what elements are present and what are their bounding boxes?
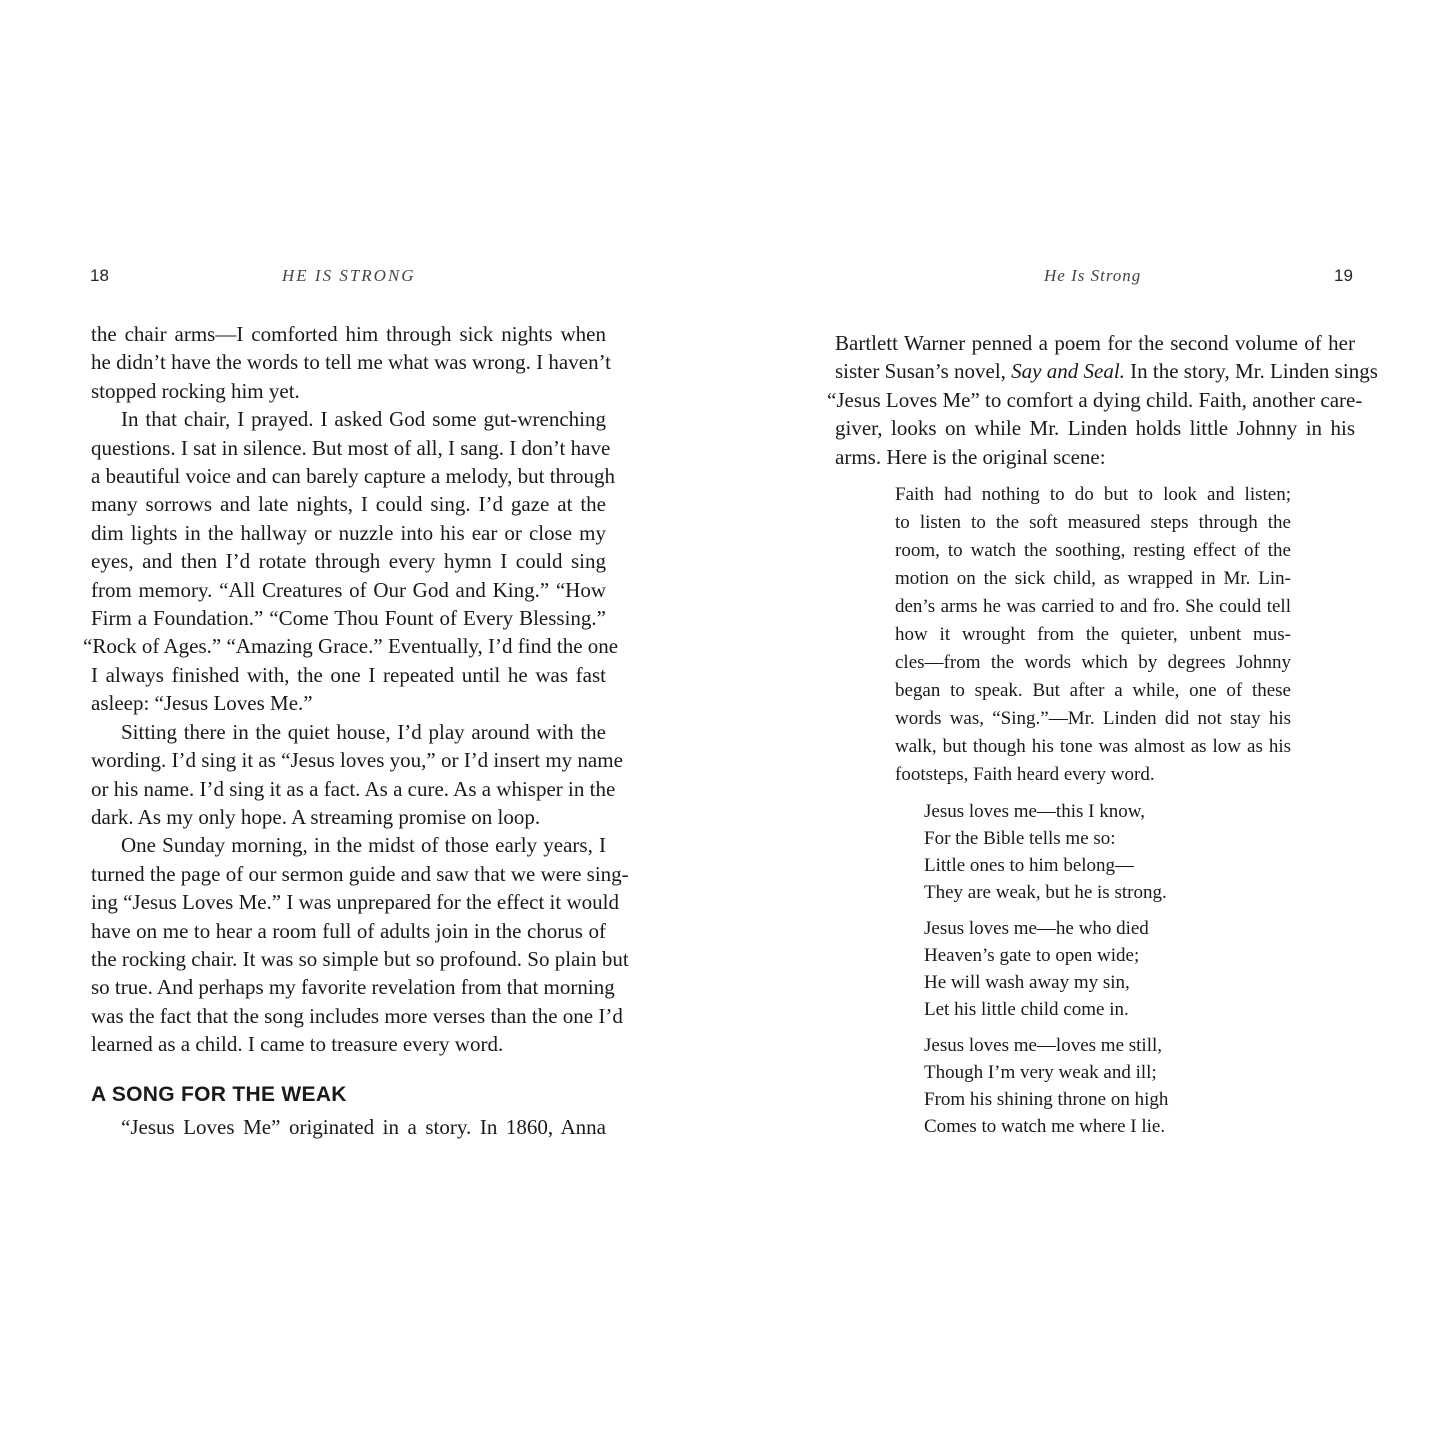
body-line: learned as a child. I came to treasure every word. (91, 1032, 504, 1057)
body-line: turned the page of our sermon guide and saw that we were sing- (91, 861, 629, 886)
body-line: One Sunday morning, in the midst of those early years, I (121, 833, 606, 858)
verse-line: Jesus loves me—he who died (924, 918, 1149, 939)
quote-line: to listen to the soft measured steps through the (895, 512, 1291, 533)
body-line: “Jesus Loves Me” to comfort a dying child. Faith, another care- (827, 387, 1363, 412)
body-line: In that chair, I prayed. I asked God some gut-wrenching (121, 407, 606, 432)
body-line: the rocking chair. It was so simple but so profound. So plain but (91, 946, 629, 971)
body-line: asleep: “Jesus Loves Me.” (91, 691, 313, 716)
body-line: or his name. I’d sing it as a fact. As a cure. As a whisper in the (91, 776, 616, 801)
body-line: ing “Jesus Loves Me.” I was unprepared for the effect it would (91, 890, 619, 915)
hymn-verses (924, 798, 1168, 1149)
body-line (835, 357, 1378, 385)
stanza (924, 915, 1168, 1023)
section-heading: A SONG FOR THE WEAK (91, 1082, 347, 1106)
body-line: dark. As my only hope. A streaming promise on loop. (91, 804, 541, 829)
stanza (924, 1032, 1168, 1140)
quote-line: room, to watch the soothing, resting effect of the (895, 540, 1291, 561)
body-line: the chair arms—I comforted him through sick nights when (91, 322, 606, 346)
book-title: Say and Seal. (1011, 359, 1125, 384)
body-line: dim lights in the hallway or nuzzle into his ear or close my (91, 520, 606, 545)
verse-line: For the Bible tells me so: (924, 828, 1116, 849)
body-line-start: sister Susan’s novel, (835, 359, 1006, 384)
verse-line: Though I’m very weak and ill; (924, 1062, 1157, 1083)
verse-line: Let his little child come in. (924, 999, 1129, 1020)
quote-line: footsteps, Faith heard every word. (895, 764, 1155, 785)
body-line: Bartlett Warner penned a poem for the second volume of her (835, 331, 1355, 355)
quote-line: den’s arms he was carried to and fro. She could tell (895, 596, 1291, 617)
verse-line: He will wash away my sin, (924, 972, 1130, 993)
quote-line: cles—from the words which by degrees Johnny (895, 652, 1291, 673)
verse-line: Jesus loves me—this I know, (924, 801, 1145, 822)
body-line: many sorrows and late nights, I could sing. I’d gaze at the (91, 492, 606, 517)
body-line: have on me to hear a room full of adults join in the chorus of (91, 918, 606, 943)
verse-line: Jesus loves me—loves me still, (924, 1035, 1163, 1056)
body-line: Firm a Foundation.” “Come Thou Fount of Every Blessing.” (91, 606, 606, 631)
running-head-left: HE IS STRONG (282, 266, 416, 285)
body-line: wording. I’d sing it as “Jesus loves you,” or I’d insert my name (91, 748, 623, 773)
block-quote (895, 481, 1291, 789)
quote-line: words was, “Sing.”—Mr. Linden did not stay his (895, 708, 1291, 729)
verse-line: Comes to watch me where I lie. (924, 1116, 1166, 1137)
body-line: so true. And perhaps my favorite revelation from that morning (91, 975, 615, 1000)
stanza (924, 798, 1168, 906)
body-line: from memory. “All Creatures of Our God and King.” “How (91, 577, 606, 602)
quote-line: motion on the sick child, as wrapped in Mr. Lin- (895, 568, 1291, 589)
verse-line: Heaven’s gate to open wide; (924, 945, 1140, 966)
quote-line: how it wrought from the quieter, unbent mus- (895, 624, 1291, 645)
running-head-right: He Is Strong (1044, 266, 1142, 285)
body-line: stopped rocking him yet. (91, 378, 300, 403)
body-line: arms. Here is the original scene: (835, 444, 1106, 469)
quote-line: began to speak. But after a while, one of these (895, 680, 1291, 701)
body-line: I always finished with, the one I repeated until he was fast (91, 662, 606, 687)
page-number-left: 18 (90, 266, 109, 285)
right-body-text (827, 329, 1378, 471)
page-number-right: 19 (1334, 266, 1353, 285)
left-body-text (83, 320, 629, 1141)
quote-line: Faith had nothing to do but to look and listen; (895, 484, 1291, 505)
body-line: Sitting there in the quiet house, I’d play around with the (121, 719, 606, 744)
verse-line: They are weak, but he is strong. (924, 882, 1167, 903)
body-line: “Rock of Ages.” “Amazing Grace.” Eventually, I’d find the one (83, 634, 619, 659)
body-line-end: In the story, Mr. Linden sings (1130, 359, 1378, 384)
verse-line: Little ones to him belong— (924, 855, 1135, 876)
body-line: eyes, and then I’d rotate through every hymn I could sing (91, 549, 606, 574)
right-page (720, 0, 1440, 1440)
body-line: was the fact that the song includes more verses than the one I’d (91, 1003, 623, 1028)
body-line: “Jesus Loves Me” originated in a story. In 1860, Anna (121, 1114, 606, 1139)
body-line: questions. I sat in silence. But most of all, I sang. I don’t have (91, 435, 611, 460)
body-line: giver, looks on while Mr. Linden holds little Johnny in his (835, 416, 1355, 441)
body-line: he didn’t have the words to tell me what was wrong. I haven’t (91, 350, 612, 375)
verse-line: From his shining throne on high (924, 1089, 1169, 1110)
quote-line: walk, but though his tone was almost as low as his (895, 736, 1291, 757)
body-line: a beautiful voice and can barely capture a melody, but through (91, 464, 616, 489)
